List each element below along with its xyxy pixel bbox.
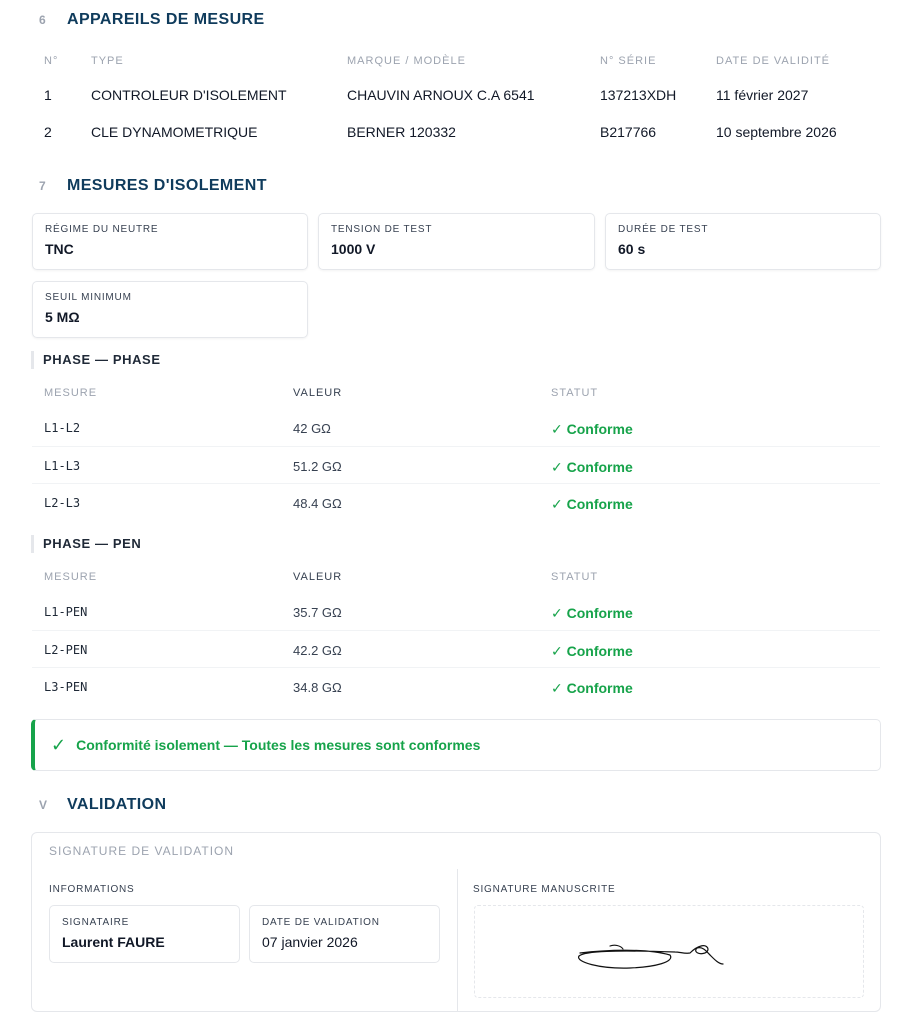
info-label: INFORMATIONS	[49, 884, 135, 895]
section-number: V	[39, 798, 48, 812]
box-label: TENSION DE TEST	[331, 224, 433, 235]
section-equipment-heading	[39, 11, 265, 29]
value-cell: 51.2 GΩ	[293, 458, 342, 474]
column-header: VALEUR	[293, 387, 343, 399]
status-badge: ✓ Conforme	[551, 421, 633, 437]
conformity-text: Conformité isolement — Toutes les mesures sont conformes	[76, 737, 481, 753]
box-label: SEUIL MINIMUM	[45, 292, 132, 303]
phase-phase-table	[32, 387, 880, 522]
column-header: MARQUE / MODÈLE	[347, 55, 466, 67]
equipment-table	[44, 55, 884, 151]
phase-phase-heading: PHASE — PHASE	[31, 351, 161, 369]
box-label: SIGNATAIRE	[62, 917, 130, 928]
table-cell: BERNER 120332	[347, 124, 456, 140]
box-value: 5 MΩ	[45, 309, 80, 325]
section-title: VALIDATION	[67, 796, 167, 813]
table-cell: 2	[44, 124, 52, 140]
check-icon: ✓	[51, 734, 67, 755]
box-label: RÉGIME DU NEUTRE	[45, 224, 159, 235]
test-duration-box	[605, 213, 881, 270]
column-header: STATUT	[551, 387, 599, 399]
table-row	[32, 447, 880, 485]
signatory-box	[49, 905, 240, 963]
column-header: MESURE	[44, 387, 98, 399]
status-badge: ✓ Conforme	[551, 680, 633, 696]
table-row	[32, 484, 880, 522]
validation-date: 07 janvier 2026	[262, 934, 358, 950]
column-header: VALEUR	[293, 571, 343, 583]
column-header: TYPE	[91, 55, 124, 67]
status-badge: ✓ Conforme	[551, 642, 633, 659]
table-row	[32, 668, 880, 706]
column-divider	[457, 869, 458, 1011]
table-row	[32, 631, 880, 669]
value-cell: 42 GΩ	[293, 421, 331, 436]
card-title: SIGNATURE DE VALIDATION	[49, 844, 235, 858]
table-row	[32, 593, 880, 631]
measure-cell: L3-PEN	[44, 680, 88, 694]
phase-pen-heading: PHASE — PEN	[31, 535, 141, 553]
handwritten-signature-box	[474, 905, 864, 998]
table-row	[32, 409, 880, 447]
column-header: MESURE	[44, 571, 98, 583]
measure-cell: L1-PEN	[44, 605, 88, 619]
table-header	[32, 571, 880, 593]
validation-date-box	[249, 905, 440, 963]
table-row	[44, 77, 884, 114]
table-cell: 11 février 2027	[716, 87, 809, 103]
column-header: DATE DE VALIDITÉ	[716, 55, 831, 67]
status-badge: ✓ Conforme	[551, 605, 633, 621]
signatory-name: Laurent FAURE	[62, 934, 165, 950]
section-title: MESURES D'ISOLEMENT	[67, 177, 267, 194]
box-value: 60 s	[618, 241, 646, 257]
table-header	[44, 55, 884, 77]
table-cell: 137213XDH	[600, 87, 677, 103]
table-cell: CONTROLEUR D'ISOLEMENT	[91, 87, 287, 103]
section-number: 6	[39, 13, 46, 27]
signature-label: SIGNATURE MANUSCRITE	[473, 884, 616, 895]
value-cell: 34.8 GΩ	[293, 680, 342, 695]
column-header: STATUT	[551, 571, 599, 583]
measure-cell: L2-PEN	[44, 642, 88, 657]
conformity-banner	[31, 719, 881, 771]
status-badge: ✓ Conforme	[551, 458, 633, 475]
column-header: N° SÉRIE	[600, 55, 657, 67]
table-cell: 10 septembre 2026	[716, 124, 837, 140]
table-cell: CLE DYNAMOMETRIQUE	[91, 124, 258, 140]
box-label: DATE DE VALIDATION	[262, 917, 380, 928]
minimum-threshold-box	[32, 281, 308, 338]
measure-cell: L1-L3	[44, 458, 81, 473]
handwritten-signature	[475, 906, 865, 999]
value-cell: 48.4 GΩ	[293, 496, 342, 511]
table-cell: CHAUVIN ARNOUX C.A 6541	[347, 87, 535, 103]
section-number: 7	[39, 179, 46, 193]
neutral-regime-box	[32, 213, 308, 270]
table-cell: 1	[44, 87, 52, 103]
box-value: 1000 V	[331, 241, 376, 257]
value-cell: 35.7 GΩ	[293, 605, 342, 620]
validation-card	[31, 832, 881, 1012]
section-insulation-heading	[39, 177, 267, 195]
table-cell: B217766	[600, 124, 657, 140]
table-row	[44, 114, 884, 151]
column-header: N°	[44, 55, 59, 67]
phase-pen-table	[32, 571, 880, 706]
test-voltage-box	[318, 213, 595, 270]
status-badge: ✓ Conforme	[551, 496, 633, 512]
value-cell: 42.2 GΩ	[293, 642, 342, 658]
measure-cell: L1-L2	[44, 421, 81, 435]
box-value: TNC	[45, 241, 74, 257]
section-title: APPAREILS DE MESURE	[67, 11, 265, 28]
measure-cell: L2-L3	[44, 496, 81, 510]
table-header	[32, 387, 880, 409]
box-label: DURÉE DE TEST	[618, 224, 709, 235]
section-validation-heading	[39, 796, 166, 814]
